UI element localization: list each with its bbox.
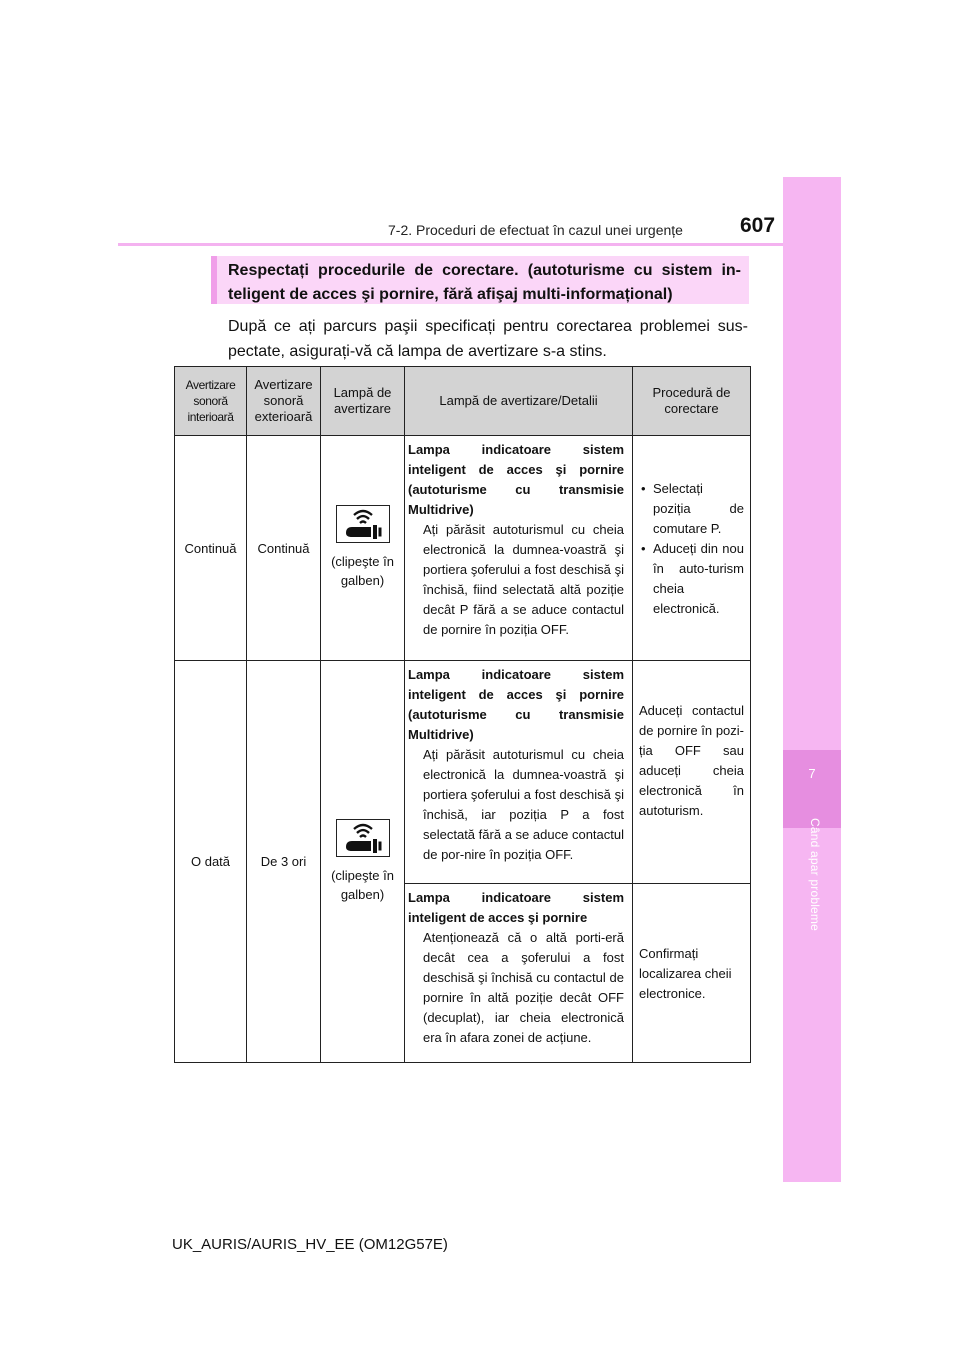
detail-title: Lampa indicatoare sistem inteligent de acces şi pornire (autoturisme cu transmisie Multidrive) bbox=[408, 667, 624, 742]
warning-light-cell bbox=[321, 661, 405, 1063]
exterior-buzzer-cell: De 3 ori bbox=[247, 661, 321, 1063]
detail-title: Lampa indicatoare sistem inteligent de acces şi pornire (autoturisme cu transmisie Multidrive) bbox=[408, 442, 624, 517]
chapter-number-box bbox=[783, 750, 841, 828]
lamp-caption: (clipeşte în galben) bbox=[331, 554, 394, 588]
chapter-side-tab bbox=[783, 177, 841, 1182]
intro-paragraph: După ce ați parcurs paşii specificați pentru corectarea problemei sus-pectate, asigurați-vă că lampa de avertizare s-a stins. bbox=[228, 318, 748, 360]
section-title: 7-2. Proceduri de efectuat în cazul unei urgențe bbox=[388, 222, 683, 238]
chapter-number: 7 bbox=[808, 766, 816, 781]
details-cell bbox=[405, 884, 633, 1063]
page-number: 607 bbox=[740, 214, 776, 237]
procedure-cell: Confirmați localizarea cheii electronice. bbox=[633, 884, 751, 1063]
smart-key-indicator-icon bbox=[336, 819, 390, 857]
chapter-label: Când apar probleme bbox=[808, 818, 822, 932]
procedure-cell: Aduceți contactul de pornire în pozi-ția OFF sau aduceți cheia electronică în autoturism. bbox=[633, 661, 751, 884]
detail-text: Atenționează că o altă porti-eră decât cea a şoferului a fost deschisă şi închisă cu contactul de pornire în altă poziție decât OFF (decuplat), iar cheia electronică era în afara zonei de acțiune. bbox=[423, 930, 624, 1045]
procedure-heading: Respectați procedurile de corectare. (autoturisme cu sistem in-teligent de acces şi pornire, fără afişaj multi-informațional) bbox=[211, 256, 749, 304]
warning-light-cell bbox=[321, 436, 405, 661]
interior-buzzer-cell: O dată bbox=[175, 661, 247, 1063]
detail-title: Lampa indicatoare sistem inteligent de acces şi pornire bbox=[408, 890, 624, 925]
table-row bbox=[175, 436, 751, 661]
procedure-item: • Selectați poziția de comutare P. bbox=[639, 479, 744, 539]
col-header-details: Lampă de avertizare/Detalii bbox=[405, 367, 633, 436]
details-cell bbox=[405, 661, 633, 884]
warning-table bbox=[174, 366, 751, 1063]
details-cell bbox=[405, 436, 633, 661]
col-header-warning-light: Lampă de avertizare bbox=[321, 367, 405, 436]
col-header-exterior-buzzer: Avertizare sonoră exterioară bbox=[247, 367, 321, 436]
detail-text: Ați părăsit autoturismul cu cheia electronică la dumnea-voastră şi portiera şoferului a fost deschisă şi închisă, iar poziția P a fost selectată fără a se aduce contactul de por-nire în poziția OFF. bbox=[423, 747, 624, 862]
interior-buzzer-cell: Continuă bbox=[175, 436, 247, 661]
lamp-caption: (clipeşte în galben) bbox=[331, 867, 394, 902]
table-header-row bbox=[175, 367, 751, 436]
detail-text: Ați părăsit autoturismul cu cheia electronică la dumnea-voastră şi portiera şoferului a fost deschisă şi închisă, fiind selectată altă poziție decât P fără a se aduce contactul de pornire în poziția OFF. bbox=[423, 522, 624, 637]
procedure-cell bbox=[633, 436, 751, 661]
header-rule bbox=[118, 243, 783, 246]
table-row bbox=[175, 661, 751, 884]
smart-key-indicator-icon bbox=[336, 505, 390, 543]
procedure-item: • Aduceți din nou în auto-turism cheia electronică. bbox=[639, 539, 744, 619]
col-header-interior-buzzer: Avertizare sonoră interioară bbox=[175, 367, 247, 436]
document-footer: UK_AURIS/AURIS_HV_EE (OM12G57E) bbox=[172, 1236, 448, 1253]
col-header-procedure: Procedură de corectare bbox=[633, 367, 751, 436]
exterior-buzzer-cell: Continuă bbox=[247, 436, 321, 661]
